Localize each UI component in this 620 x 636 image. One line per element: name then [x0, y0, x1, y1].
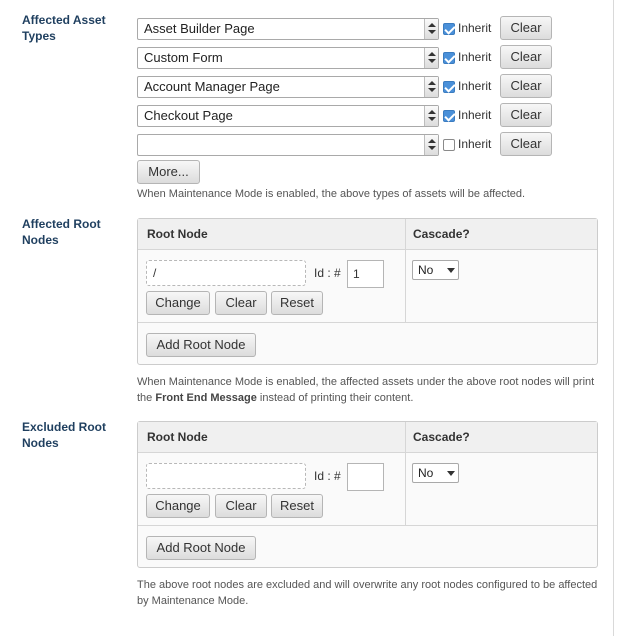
- affected-root-nodes-label: Affected Root Nodes: [22, 217, 101, 247]
- clear-button[interactable]: Clear: [500, 45, 552, 69]
- affected-root-nodes-help: [137, 374, 603, 406]
- cascade-value: No: [418, 263, 434, 277]
- row-divider: [138, 322, 597, 323]
- asset-type-select[interactable]: [137, 105, 439, 127]
- asset-type-value: Asset Builder Page: [144, 21, 255, 36]
- id-label: Id : #: [314, 266, 341, 280]
- inherit-checkbox[interactable]: [443, 52, 455, 64]
- column-divider: [405, 219, 406, 322]
- reset-button[interactable]: Reset: [271, 494, 323, 518]
- row-divider: [138, 525, 597, 526]
- clear-button[interactable]: Clear: [500, 103, 552, 127]
- root-node-asset-field[interactable]: [146, 463, 306, 489]
- inherit-checkbox[interactable]: [443, 110, 455, 122]
- inherit-checkbox[interactable]: [443, 139, 455, 151]
- asset-id-input[interactable]: [347, 463, 384, 491]
- asset-type-row: [137, 16, 557, 40]
- add-root-node-button[interactable]: Add Root Node: [146, 536, 256, 560]
- asset-type-row: [137, 132, 557, 156]
- affected-asset-types-label: Affected Asset Types: [22, 13, 106, 43]
- asset-type-select[interactable]: [137, 18, 439, 40]
- asset-type-select[interactable]: [137, 134, 439, 156]
- help-text-start: When Maintenance Mode is enabled, the affected assets under the above root nodes will print the: [137, 376, 595, 404]
- clear-button[interactable]: Clear: [500, 132, 552, 156]
- clear-button[interactable]: Clear: [500, 16, 552, 40]
- table-header: [138, 219, 597, 250]
- select-arrows-icon: [424, 77, 438, 97]
- select-arrows-icon: [424, 135, 438, 155]
- excluded-root-nodes-table: [137, 421, 598, 568]
- inherit-label: Inherit: [458, 137, 492, 151]
- root-node-header: Root Node: [147, 227, 208, 241]
- root-node-asset-field[interactable]: /: [146, 260, 306, 286]
- front-end-message-text: Front End Message: [155, 392, 257, 404]
- inherit-label: Inherit: [458, 21, 492, 35]
- cascade-select[interactable]: [412, 463, 459, 483]
- inherit-label: Inherit: [458, 79, 492, 93]
- chevron-down-icon: [447, 471, 455, 476]
- root-node-header: Root Node: [147, 430, 208, 444]
- asset-type-value: Account Manager Page: [144, 79, 280, 94]
- id-label: Id : #: [314, 469, 341, 483]
- select-arrows-icon: [424, 48, 438, 68]
- column-divider: [405, 422, 406, 525]
- affected-root-nodes-table: [137, 218, 598, 365]
- cascade-header: Cascade?: [413, 227, 470, 241]
- cascade-value: No: [418, 466, 434, 480]
- add-root-node-button[interactable]: Add Root Node: [146, 333, 256, 357]
- table-header: [138, 422, 597, 453]
- inherit-checkbox[interactable]: [443, 81, 455, 93]
- change-button[interactable]: Change: [146, 494, 210, 518]
- inherit-label: Inherit: [458, 108, 492, 122]
- change-button[interactable]: Change: [146, 291, 210, 315]
- select-arrows-icon: [424, 106, 438, 126]
- help-text-end: instead of printing their content.: [256, 392, 414, 404]
- asset-types-help: When Maintenance Mode is enabled, the above types of assets will be affected.: [137, 188, 526, 200]
- inherit-label: Inherit: [458, 50, 492, 64]
- asset-type-select[interactable]: [137, 76, 439, 98]
- clear-button[interactable]: Clear: [215, 494, 267, 518]
- asset-id-input[interactable]: 1: [347, 260, 384, 288]
- select-arrows-icon: [424, 19, 438, 39]
- asset-type-select[interactable]: [137, 47, 439, 69]
- reset-button[interactable]: Reset: [271, 291, 323, 315]
- clear-button[interactable]: Clear: [215, 291, 267, 315]
- excluded-root-nodes-label: Excluded Root Nodes: [22, 420, 107, 450]
- inherit-checkbox[interactable]: [443, 23, 455, 35]
- asset-type-value: Checkout Page: [144, 108, 233, 123]
- asset-type-value: Custom Form: [144, 50, 223, 65]
- cascade-select[interactable]: [412, 260, 459, 280]
- chevron-down-icon: [447, 268, 455, 273]
- clear-button[interactable]: Clear: [500, 74, 552, 98]
- asset-type-row: [137, 74, 557, 98]
- asset-type-row: [137, 45, 557, 69]
- more-button[interactable]: More...: [137, 160, 200, 184]
- asset-type-row: [137, 103, 557, 127]
- excluded-root-nodes-help: The above root nodes are excluded and will overwrite any root nodes configured to be affected by Maintenance Mode.: [137, 579, 598, 607]
- cascade-header: Cascade?: [413, 430, 470, 444]
